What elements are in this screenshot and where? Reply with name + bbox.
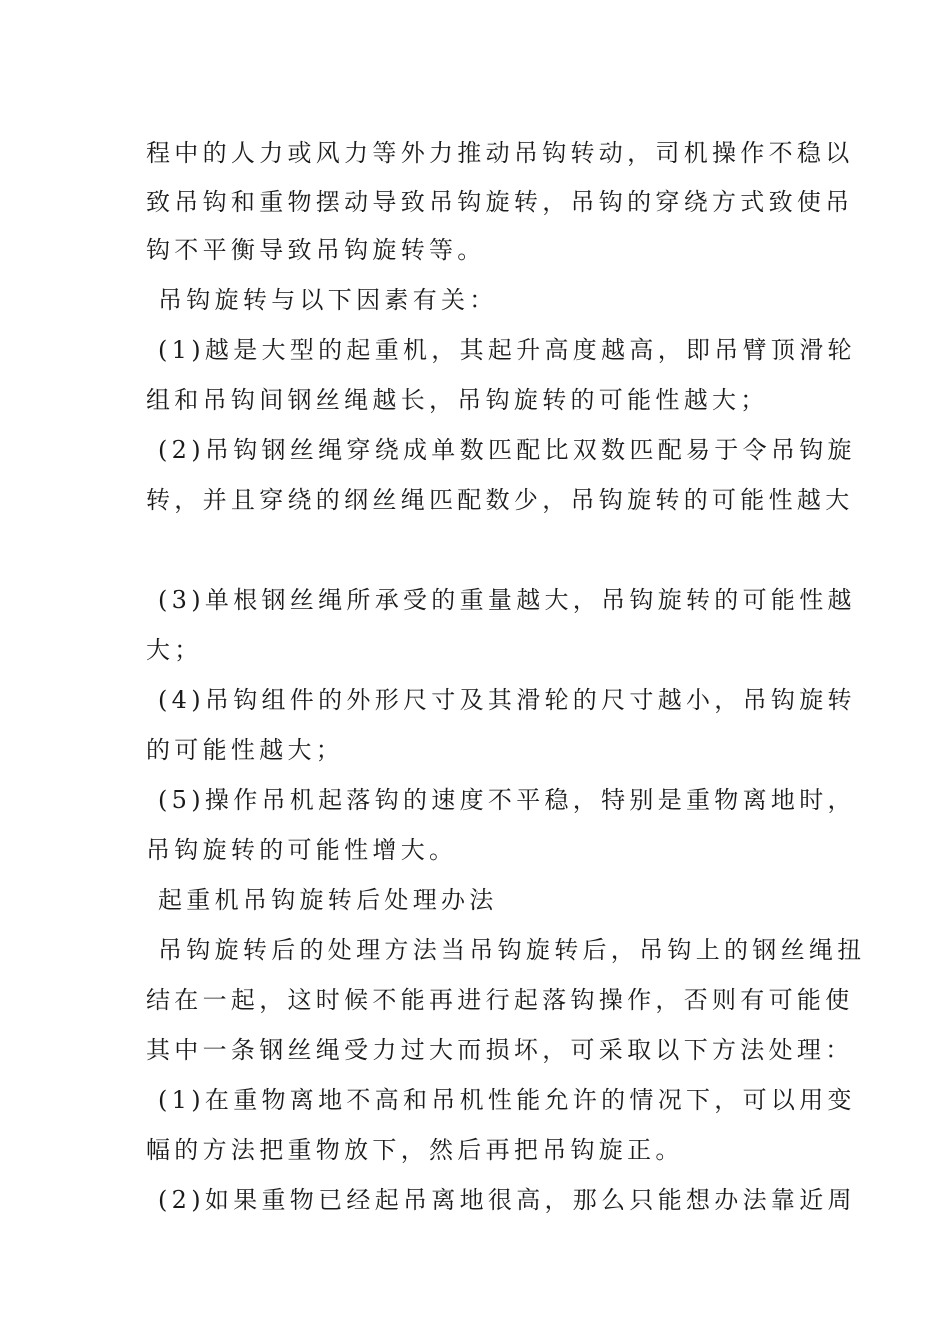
list-item-3: (3)单根钢丝绳所承受的重量越大，吊钩旋转的可能性越 <box>158 586 856 614</box>
list-item-4: (4)吊钩组件的外形尺寸及其滑轮的尺寸越小，吊钩旋转 <box>158 686 856 714</box>
list-item-5: (5)操作吊机起落钩的速度不平稳，特别是重物离地时， <box>158 786 856 814</box>
text-line: 的可能性越大； <box>146 736 345 764</box>
list-item-2: (2)吊钩钢丝绳穿绕成单数匹配比双数匹配易于令吊钩旋 <box>158 436 856 464</box>
text-line: 吊钩旋转的可能性增大。 <box>146 836 458 864</box>
text-line: 其中一条钢丝绳受力过大而损坏，可采取以下方法处理： <box>146 1036 854 1064</box>
list-item-1: (1)在重物离地不高和吊机性能允许的情况下，可以用变 <box>158 1086 856 1114</box>
section-heading: 起重机吊钩旋转后处理办法 <box>158 886 498 914</box>
list-item-2: (2)如果重物已经起吊离地很高，那么只能想办法靠近周 <box>158 1186 856 1214</box>
text-line: 钩不平衡导致吊钩旋转等。 <box>146 236 486 264</box>
text-line: 组和吊钩间钢丝绳越长，吊钩旋转的可能性越大； <box>146 386 769 414</box>
text-line: 大； <box>146 636 203 664</box>
section-heading: 吊钩旋转与以下因素有关： <box>158 286 498 314</box>
list-item-1: (1)越是大型的起重机，其起升高度越高，即吊臂顶滑轮 <box>158 336 856 364</box>
text-line: 结在一起，这时候不能再进行起落钩操作，否则有可能使 <box>146 986 854 1014</box>
text-line: 转，并且穿绕的纲丝绳匹配数少，吊钩旋转的可能性越大 <box>146 486 854 514</box>
text-line: 致吊钩和重物摆动导致吊钩旋转，吊钩的穿绕方式致使吊 <box>146 188 854 216</box>
text-line: 吊钩旋转后的处理方法当吊钩旋转后，吊钩上的钢丝绳扭 <box>158 936 866 964</box>
text-line: 程中的人力或风力等外力推动吊钩转动，司机操作不稳以 <box>146 139 854 167</box>
text-line: 幅的方法把重物放下，然后再把吊钩旋正。 <box>146 1136 684 1164</box>
